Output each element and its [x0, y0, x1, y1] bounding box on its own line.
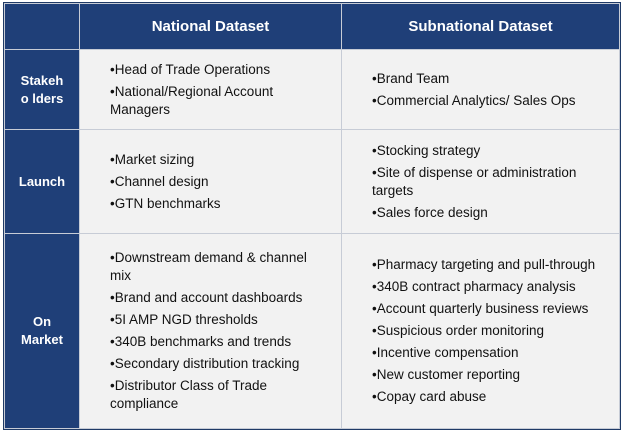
list-item: •Commercial Analytics/ Sales Ops	[372, 92, 576, 108]
list-item: •Brand and account dashboards	[110, 290, 303, 305]
list-item: •National/Regional Account Managers	[110, 83, 274, 117]
comparison-table-frame	[3, 2, 621, 430]
list-item: •340B benchmarks and trends	[110, 334, 292, 349]
list-item: •Suspicious order monitoring	[372, 323, 545, 338]
row-label-text: On Market	[21, 314, 63, 347]
list-item: •Stocking strategy	[372, 142, 481, 158]
list-item: •Brand Team	[372, 70, 450, 86]
header-national: National Dataset	[80, 4, 342, 50]
cell-on-market-subnational	[342, 234, 620, 429]
corner-cell	[5, 4, 80, 50]
row-label-launch	[5, 130, 80, 234]
list-item: •Incentive compensation	[372, 345, 519, 360]
list-item: •New customer reporting	[372, 367, 521, 382]
row-label-text: Launch	[18, 173, 66, 189]
row-label-stakeholders	[5, 50, 80, 130]
list-item: •Head of Trade Operations	[110, 61, 271, 77]
list-item: •Account quarterly business reviews	[372, 301, 589, 316]
list-item: •340B contract pharmacy analysis	[372, 279, 576, 294]
cell-launch-subnational	[342, 130, 620, 234]
list-item: •Copay card abuse	[372, 389, 487, 404]
cell-stakeholders-national	[80, 50, 342, 130]
list-item: •Channel design	[110, 173, 209, 189]
list-item: •Market sizing	[110, 151, 195, 167]
list-item: •Sales force design	[372, 204, 488, 220]
cell-stakeholders-subnational	[342, 50, 620, 130]
header-subnational: Subnational Dataset	[342, 4, 620, 50]
list-item: •GTN benchmarks	[110, 195, 221, 211]
row-label-on-market	[5, 234, 80, 429]
list-item: •5I AMP NGD thresholds	[110, 312, 258, 327]
list-item: •Downstream demand & channel mix	[110, 250, 307, 283]
list-item: •Secondary distribution tracking	[110, 356, 300, 371]
cell-on-market-national	[80, 234, 342, 429]
row-label-text: Stakeho lders	[20, 72, 64, 106]
list-item: •Site of dispense or administration targets	[372, 164, 577, 198]
list-item: •Distributor Class of Trade compliance	[110, 378, 268, 411]
comparison-table	[4, 3, 620, 429]
cell-launch-national	[80, 130, 342, 234]
list-item: •Pharmacy targeting and pull-through	[372, 257, 596, 272]
